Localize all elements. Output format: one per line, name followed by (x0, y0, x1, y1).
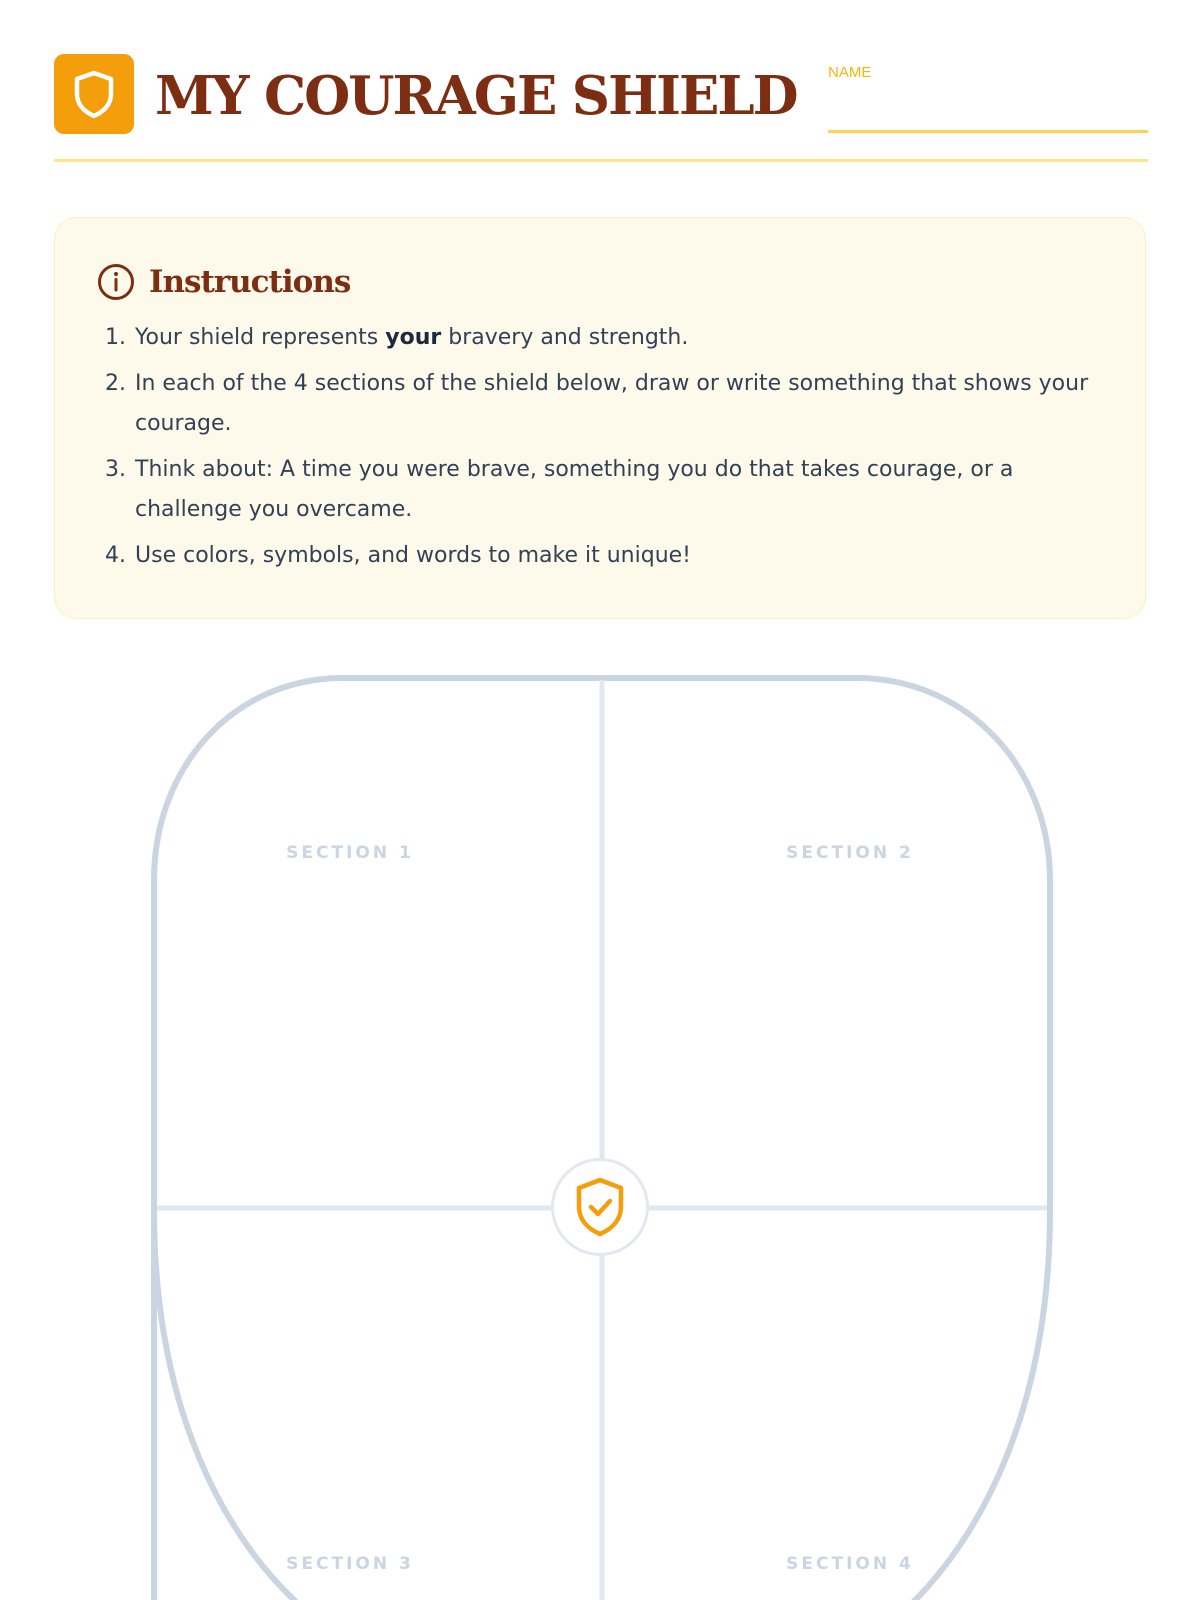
instruction-number: 2. (105, 371, 126, 396)
instruction-text: In each of the 4 sections of the shield below, draw or write something that shows your courage. (135, 371, 1089, 436)
section-2-label: SECTION 2 (786, 843, 914, 863)
section-1-label: SECTION 1 (286, 843, 414, 863)
instruction-text: Use colors, symbols, and words to make it unique! (135, 543, 691, 568)
instruction-text: Your shield represents (135, 325, 386, 350)
section-3-label: SECTION 3 (286, 1554, 414, 1574)
name-label: NAME (828, 64, 872, 81)
instruction-number: 3. (105, 457, 126, 482)
instruction-number: 4. (105, 543, 126, 568)
instruction-emphasis: your (385, 325, 442, 350)
instructions-title: Instructions (149, 264, 351, 300)
instruction-text: bravery and strength. (441, 325, 689, 350)
center-badge (551, 1158, 649, 1256)
page-title: MY COURAGE SHIELD (155, 65, 797, 127)
instruction-text: Think about: A time you were brave, something you do that takes courage, or a challenge you overcame. (135, 457, 1014, 522)
section-4-label: SECTION 4 (786, 1554, 914, 1574)
shield-check-icon (573, 1176, 627, 1238)
instruction-number: 1. (105, 325, 126, 350)
shield-outline-left-base (154, 1210, 305, 1600)
